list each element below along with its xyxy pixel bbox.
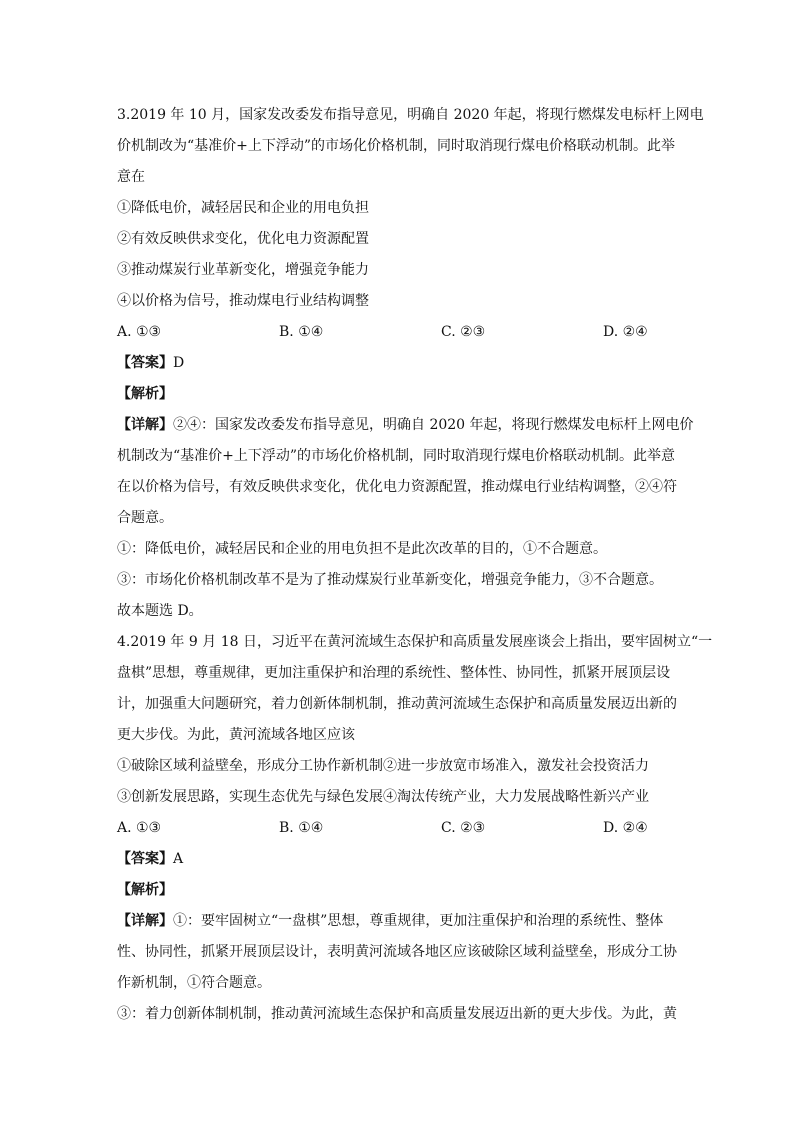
detail-tag: 【详解】 [117,913,173,929]
detail-tag: 【详解】 [117,417,173,433]
document-page [117,100,713,1030]
choice-item: ③创新发展思路，实现生态优先与绿色发展④淘汰传统产业，大力发展战略性新兴产业 [117,789,649,805]
question-stem-line: 更大步伐。为此，黄河流域各地区应该 [117,727,355,743]
option-c: C. ②③ [441,820,486,836]
detail-line: ①：降低电价，减轻居民和企业的用电负担不是此次改革的目的，①不合题意。 [117,541,607,557]
analysis-tag: 【解析】 [117,386,173,402]
option-b: B. ①④ [279,820,324,836]
choice-item: ③推动煤炭行业革新变化，增强竞争能力 [117,262,369,278]
option-b: B. ①④ [279,324,324,340]
answer-tag: 【答案】 [117,355,173,371]
analysis-tag: 【解析】 [117,882,173,898]
detail-line: 性、协同性，抓紧开展顶层设计，表明黄河流域各地区应该破除区域利益壁垒，形成分工协 [117,944,677,960]
question-stem-line: 计，加强重大问题研究，着力创新体制机制，推动黄河流域生态保护和高质量发展迈出新的 [117,696,677,712]
question-stem-line: 意在 [117,169,145,185]
choice-item: ②有效反映供求变化，优化电力资源配置 [117,231,369,247]
answer-line [117,844,687,875]
question-3 [117,100,704,627]
choice-item: ①破除区域利益壁垒，形成分工协作新机制②进一步放宽市场准入，激发社会投资活力 [117,758,649,774]
detail-line: 【详解】①：要牢固树立“一盘棋”思想，尊重规律，更加注重保护和治理的系统性、整体 [117,913,664,929]
option-c: C. ②③ [441,324,486,340]
detail-line: 作新机制，①符合题意。 [117,975,271,991]
answer-options [117,813,687,844]
choice-item: ①降低电价，减轻居民和企业的用电负担 [117,200,369,216]
choice-item: ④以价格为信号，推动煤电行业结构调整 [117,293,369,309]
question-stem-line: 盘棋”思想，尊重规律，更加注重保护和治理的系统性、整体性、协同性，抓紧开展顶层设 [117,665,671,681]
detail-line: ③：着力创新体制机制，推动黄河流域生态保护和高质量发展迈出新的更大步伐。为此，黄 [117,1006,677,1022]
question-stem-line: 3.2019 年 10 月，国家发改委发布指导意见，明确自 2020 年起，将现行燃煤发电标杆上网电 [117,107,704,123]
question-4 [117,627,713,1030]
option-a: A. ①③ [117,820,162,836]
answer-tag: 【答案】 [117,851,173,867]
detail-line: 机制改为“基准价+上下浮动”的市场化价格机制，同时取消现行煤电价格联动机制。此举意 [117,448,676,464]
option-d: D. ②④ [603,324,648,340]
question-stem-line: 价机制改为“基准价+上下浮动”的市场化价格机制，同时取消现行煤电价格联动机制。此举 [117,138,676,154]
answer-options [117,317,687,348]
option-d: D. ②④ [603,820,648,836]
detail-line: 在以价格为信号，有效反映供求变化，优化电力资源配置，推动煤电行业结构调整，②④符 [117,479,677,495]
detail-line: ③：市场化价格机制改革不是为了推动煤炭行业革新变化，增强竞争能力，③不合题意。 [117,572,663,588]
detail-line: 【详解】②④：国家发改委发布指导意见，明确自 2020 年起，将现行燃煤发电标杆上网电价 [117,417,694,433]
answer-value: A [173,851,184,867]
answer-line [117,348,687,379]
option-a: A. ①③ [117,324,162,340]
question-stem-line: 4.2019 年 9 月 18 日，习近平在黄河流域生态保护和高质量发展座谈会上指出，要牢固树立“一 [117,634,713,650]
detail-line: 合题意。 [117,510,173,526]
answer-value: D [173,355,185,371]
detail-line: 故本题选 D。 [117,603,203,619]
